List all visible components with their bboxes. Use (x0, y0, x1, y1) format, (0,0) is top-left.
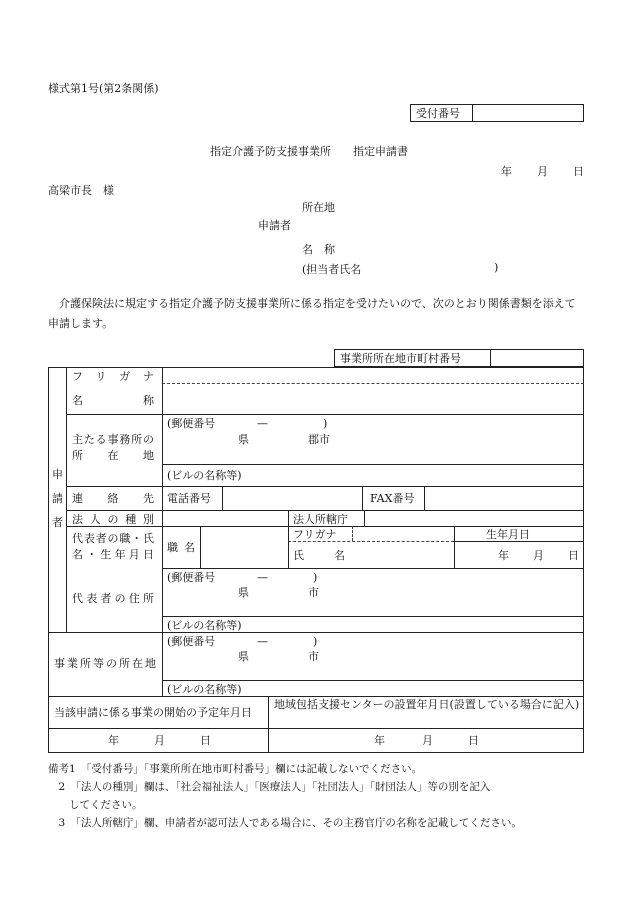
side-label-2: 請 (52, 492, 63, 505)
main-office-label-1: 主たる事務所の (72, 433, 154, 446)
rep-name-label: 氏名 (293, 549, 345, 562)
phone-field[interactable] (223, 487, 362, 509)
start-month: 月 (154, 734, 165, 747)
office-code-label: 事業所所在地市町村番号 (340, 352, 461, 365)
rep-postal-open: (郵便番号 (167, 571, 216, 584)
applicant-name-label: 名 称 (302, 243, 335, 256)
rep-postal-close: ) (313, 571, 318, 584)
office-building-label: (ビルの名称等) (167, 683, 242, 696)
applicant-label: 申請者 (258, 219, 291, 232)
applicant-address-label: 所在地 (302, 201, 335, 214)
name-field[interactable] (163, 384, 583, 414)
center-year: 年 (374, 734, 385, 747)
main-postal-open: (郵便番号 (167, 417, 216, 430)
office-postal-close: ) (313, 635, 318, 648)
rep-label-1: 代表者の職・氏 (72, 532, 154, 545)
rep-address-label: 代表者の住所 (72, 592, 154, 605)
rep-city: 市 (308, 586, 319, 599)
note-2-cont: してください。 (48, 799, 143, 811)
date-month: 月 (537, 165, 548, 178)
date-day: 日 (573, 165, 584, 178)
rep-furigana-label: フリガナ (293, 528, 337, 541)
receipt-number-label: 受付番号 (416, 107, 460, 120)
contact-label: 連絡先 (72, 492, 154, 505)
corp-authority-field[interactable] (365, 511, 583, 526)
birth-year: 年 (498, 549, 509, 562)
center-date-label: 地域包括支援センターの設置年月日(設置している場合に記入) (274, 698, 580, 711)
main-building-label: (ビルの名称等) (167, 469, 242, 482)
contact-person-open: (担当者氏名 (302, 263, 362, 276)
office-postal-dash: — (257, 635, 268, 648)
title-label: 職名 (167, 541, 195, 554)
main-office-label-2: 所在地 (72, 449, 154, 462)
title-field[interactable] (201, 527, 287, 567)
rep-name-field[interactable] (353, 542, 453, 567)
side-label-3: 者 (52, 516, 63, 529)
addressee: 高梁市長 様 (48, 184, 114, 197)
center-month: 月 (422, 734, 433, 747)
rep-building-label: (ビルの名称等) (167, 619, 242, 632)
corp-type-label: 法人の種別 (72, 513, 154, 526)
office-city: 市 (308, 650, 319, 663)
main-prefecture: 県 (238, 433, 249, 446)
birth-month: 月 (533, 549, 544, 562)
form-number: 様式第1号(第2条関係) (48, 82, 159, 95)
main-district-city: 郡市 (308, 433, 330, 446)
document-title: 指定介護予防支援事業所 指定申請書 (210, 145, 408, 158)
main-postal-close: ) (323, 417, 328, 430)
name-label: 名称 (72, 394, 154, 407)
office-postal-open: (郵便番号 (167, 635, 216, 648)
phone-label: 電話番号 (167, 492, 211, 505)
intro-text: 介護保険法に規定する指定介護予防支援事業所に係る指定を受けたいので、次のとおり関係書類を添えて申請します。 (48, 297, 576, 330)
start-day: 日 (200, 734, 211, 747)
fax-label: FAX番号 (370, 492, 415, 505)
furigana-field[interactable] (163, 368, 583, 383)
office-code-field[interactable] (491, 350, 583, 366)
office-prefecture: 県 (238, 650, 249, 663)
rep-label-2: 名・生年月日 (72, 548, 154, 561)
note-1: 備考1 「受付番号」「事業所所在地市町村番号」欄には記載しないでください。 (48, 763, 423, 775)
birth-label: 生年月日 (486, 528, 530, 541)
note-3: 3 「法人所轄庁」欄、申請者が認可法人である場合に、その主務官庁の名称を記載してください。 (48, 817, 522, 829)
date-year: 年 (501, 165, 512, 178)
start-date-label: 当該申請に係る事業の開始の予定年月日 (54, 706, 252, 719)
office-address-label: 事業所等の所在地 (54, 657, 156, 670)
rep-prefecture: 県 (238, 586, 249, 599)
corp-type-field[interactable] (163, 511, 288, 526)
note-2: 2 「法人の種別」欄は、「社会福祉法人」「医療法人」「社団法人」「財団法人」等の別を記入 (48, 781, 491, 793)
main-postal-dash: — (257, 417, 268, 430)
side-label-1: 申 (52, 468, 63, 481)
start-year: 年 (108, 734, 119, 747)
rep-postal-dash: — (257, 571, 268, 584)
corp-authority-label: 法人所轄庁 (293, 513, 348, 526)
center-day: 日 (468, 734, 479, 747)
birth-day: 日 (568, 549, 579, 562)
contact-person-close: ) (494, 261, 499, 274)
furigana-label: フリガナ (72, 370, 154, 383)
fax-field[interactable] (425, 487, 583, 509)
